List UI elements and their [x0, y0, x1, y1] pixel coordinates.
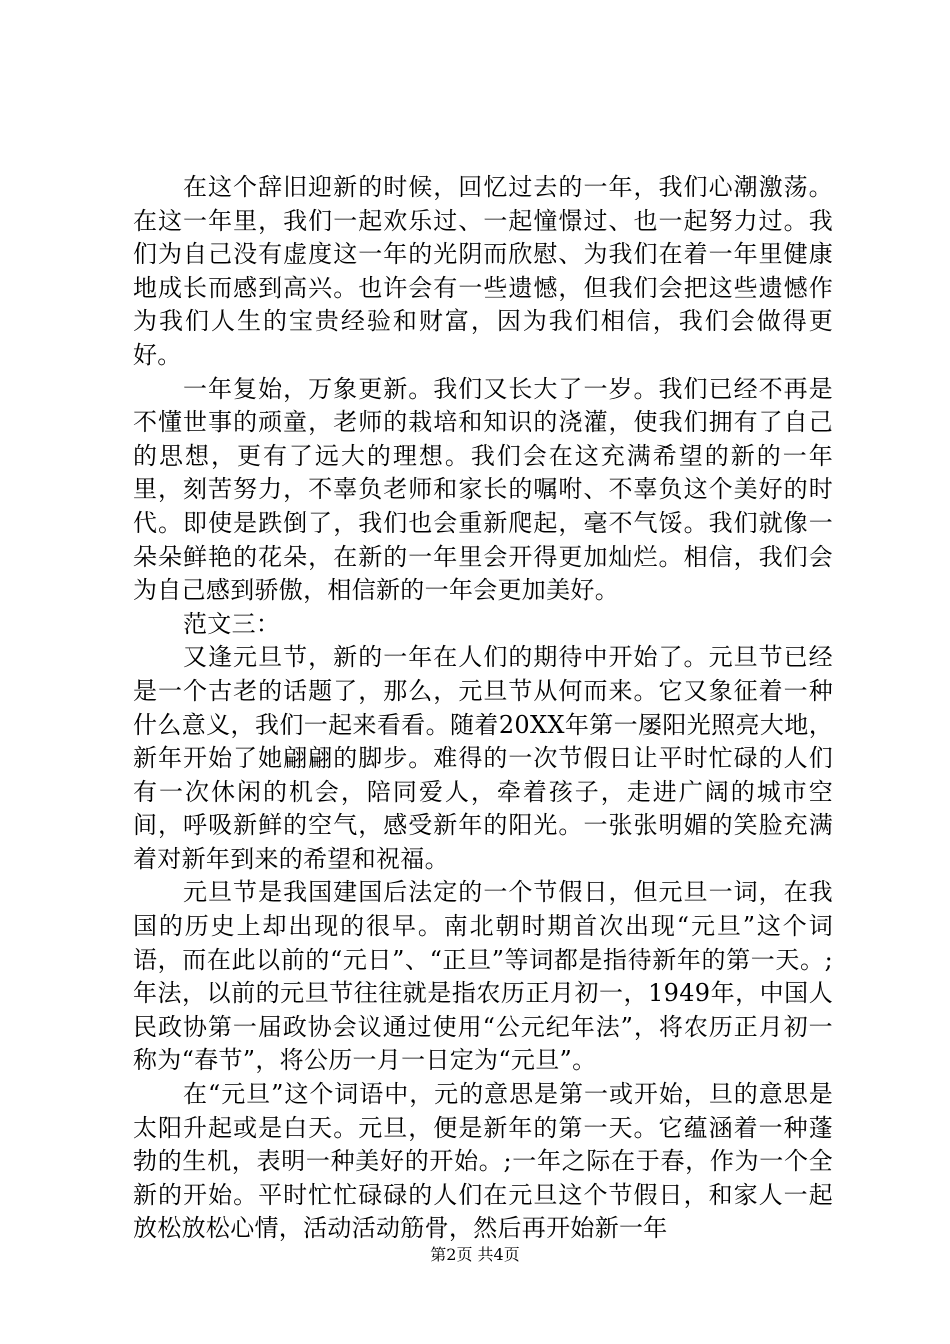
- document-body: [133, 171, 833, 1246]
- paragraph-3: 又逢元旦节，新的一年在人们的期待中开始了。元旦节已经是一个古老的话题了，那么，元旦节从何而来。它又象征着一种什么意义，我们一起来看看。随着20XX年第一屡阳光照亮大地，新年开始了她翩翩的脚步。难得的一次节假日让平时忙碌的人们有一次休闲的机会，陪同爱人，牵着孩子，走进广阔的城市空间，呼吸新鲜的空气，感受新年的阳光。一张张明媚的笑脸充满着对新年到来的希望和祝福。: [133, 643, 833, 873]
- section-heading: 范文三：: [183, 609, 281, 638]
- page-footer: 第2页 共4页: [430, 1245, 520, 1264]
- paragraph-1: 在这个辞旧迎新的时候，回忆过去的一年，我们心潮激荡。在这一年里，我们一起欢乐过、一起憧憬过、也一起努力过。我们为自己没有虚度这一年的光阴而欣慰、为我们在着一年里健康地成长而感到高兴。也许会有一些遗憾，但我们会把这些遗憾作为我们人生的宝贵经验和财富，因为我们相信，我们会做得更好。: [133, 173, 833, 369]
- paragraph-2: 一年复始，万象更新。我们又长大了一岁。我们已经不再是不懂世事的顽童，老师的栽培和知识的浇灌，使我们拥有了自己的思想，更有了远大的理想。我们会在这充满希望的新的一年里，刻苦努力，不辜负老师和家长的嘱咐、不辜负这个美好的时代。即使是跌倒了，我们也会重新爬起，毫不气馁。我们就像一朵朵鲜艳的花朵，在新的一年里会开得更加灿烂。相信，我们会为自己感到骄傲，相信新的一年会更加美好。: [133, 374, 833, 605]
- paragraph-4: 元旦节是我国建国后法定的一个节假日，但元旦一词，在我国的历史上却出现的很早。南北朝时期首次出现“元旦”这个词语，而在此以前的“元日”、“正旦”等词都是指待新年的第一天。;年法，以前的元旦节往往就是指农历正月初一，1949年，中国人民政协第一届政协会议通过使用“公元纪年法”，将农历正月初一称为“春节”，将公历一月一日定为“元旦”。: [133, 878, 833, 1075]
- paragraph-5: 在“元旦”这个词语中，元的意思是第一或开始，旦的意思是太阳升起或是白天。元旦，便是新年的第一天。它蕴涵着一种蓬勃的生机，表明一种美好的开始。;一年之际在于春，作为一个全新的开始。平时忙忙碌碌的人们在元旦这个节假日，和家人一起放松放松心情，活动活动筋骨，然后再开始新一年: [133, 1080, 833, 1243]
